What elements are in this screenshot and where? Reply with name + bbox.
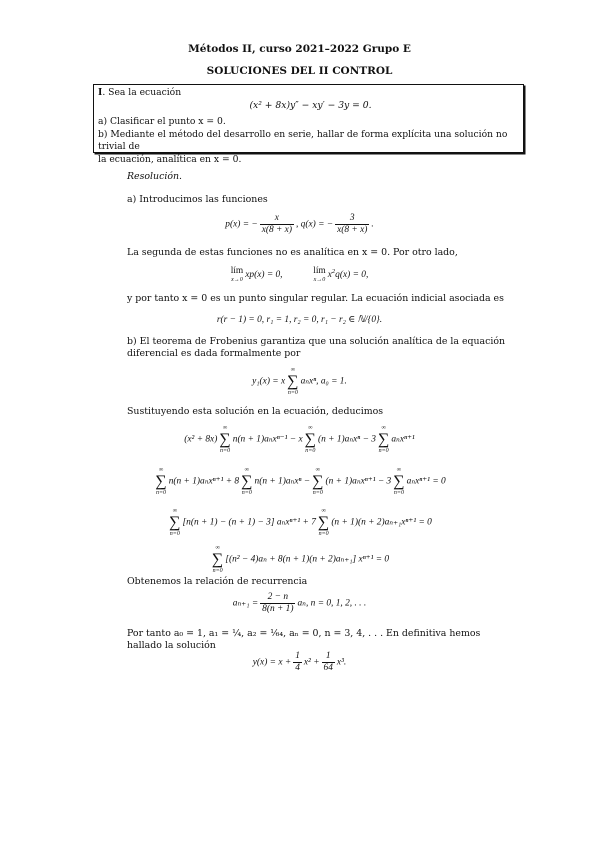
problem-part-a: a) Clasificar el punto x = 0. xyxy=(98,116,226,127)
eq2-part-b: n(n + 1)aₙxⁿ − xyxy=(254,476,311,487)
sum-top: ∞ xyxy=(290,367,295,373)
eq2-part-c: (n + 1)aₙxⁿ⁺¹ − 3 xyxy=(325,476,392,487)
sum-top: ∞ xyxy=(381,425,386,431)
series-solution-equation xyxy=(0,366,599,397)
sum-top: ∞ xyxy=(244,467,249,473)
series-lhs: y₁(x) = x xyxy=(252,376,286,387)
final-f1-den: 4 xyxy=(295,663,300,673)
sum-top: ∞ xyxy=(215,545,220,551)
eq4-part-a: [(n² − 4)aₙ + 8(n + 1)(n + 2)aₙ₊₁] xⁿ⁺¹ = 0 xyxy=(225,554,390,565)
summation-symbol: ∞ ∑ n=0 xyxy=(304,425,317,454)
final-end: x³. xyxy=(336,657,347,668)
limit-expression-2-post: q(x) = 0, xyxy=(335,270,369,281)
eq3-part-b: (n + 1)(n + 2)aₙ₊₁xⁿ⁺¹ = 0 xyxy=(331,517,432,528)
sum-bottom: n=0 xyxy=(169,531,180,537)
resolution-heading: Resolución. xyxy=(127,171,183,182)
final-fraction-1 xyxy=(293,651,302,674)
substitution-equation-1 xyxy=(0,424,599,455)
final-f1-num: 1 xyxy=(295,651,300,661)
final-lhs: y(x) = x + xyxy=(252,657,292,668)
sum-top: ∞ xyxy=(321,508,326,514)
summation-symbol: ∞ ∑ n=0 xyxy=(219,425,231,454)
rec-numerator: 2 − n xyxy=(260,592,295,604)
limit-sub-2: x→0 xyxy=(313,277,326,283)
sum-top: ∞ xyxy=(396,467,402,473)
sum-top: ∞ xyxy=(222,425,228,431)
sum-bottom: n=0 xyxy=(212,568,223,574)
course-title: Métodos II, curso 2021–2022 Grupo E xyxy=(188,43,411,55)
conclusion-line1: Por tanto a₀ = 1, a₁ = ¼, a₂ = ¹⁄₆₄, aₙ = 0, n = 3, 4, . . . En definitiva hemos xyxy=(127,628,481,639)
summation-symbol: ∞ ∑ n=0 xyxy=(393,467,405,496)
analytic-text: La segunda de estas funciones no es analítica en x = 0. Por otro lado, xyxy=(127,247,458,258)
summation-symbol: ∞ ∑ n=0 xyxy=(241,467,253,496)
sum-top: ∞ xyxy=(158,467,164,473)
eq1-part-a: (x² + 8x) xyxy=(184,434,218,445)
limit-word-1: lím xyxy=(230,266,244,276)
final-mid: x² + xyxy=(303,657,320,668)
problem-statement-box xyxy=(93,84,524,165)
final-solution-equation xyxy=(0,651,599,674)
p-function-lhs: p(x) = − xyxy=(225,219,258,230)
rec-lhs: aₙ₊₁ = xyxy=(232,598,259,609)
conclusion-line2: hallado la solución xyxy=(127,640,216,651)
sum-top: ∞ xyxy=(308,425,313,431)
limit-expression-1: xp(x) = 0, xyxy=(245,270,283,281)
sum-bottom: n=0 xyxy=(220,448,231,454)
recurrence-text: Obtenemos la relación de recurrencia xyxy=(127,576,308,587)
eq3-part-a: [n(n + 1) − (n + 1) − 3] aₙxⁿ⁺¹ + 7 xyxy=(182,517,316,528)
sum-bottom: n=0 xyxy=(318,531,329,537)
p-numerator: x xyxy=(260,213,294,225)
eq2-part-d: aₙxⁿ⁺¹ = 0 xyxy=(406,476,446,487)
sum-bottom: n=0 xyxy=(241,490,252,496)
eq1-part-d: aₙxⁿ⁺¹ xyxy=(391,434,415,445)
substitution-equation-4 xyxy=(0,544,599,575)
sum-bottom: n=0 xyxy=(305,448,316,454)
summation-symbol: ∞ ∑ n=0 xyxy=(211,545,224,574)
p-fraction xyxy=(260,213,294,236)
summation-symbol: ∞ ∑ n=0 xyxy=(312,467,324,496)
indicial-equation: r(r − 1) = 0, r₁ = 1, r₂ = 0, r₁ − r₂ ∈ ℕ/{0}. xyxy=(216,315,383,325)
summation-symbol: ∞ ∑ n=0 xyxy=(155,467,167,496)
summation-symbol: ∞ ∑ n=0 xyxy=(169,508,181,537)
sum-bottom: n=0 xyxy=(312,490,323,496)
eq2-part-a: n(n + 1)aₙxⁿ⁺¹ + 8 xyxy=(168,476,240,487)
limit-word-2: lím xyxy=(313,266,326,276)
q-numerator: 3 xyxy=(335,213,369,225)
q-function-lhs: , q(x) = − xyxy=(295,219,334,230)
q-denominator: x(8 + x) xyxy=(337,225,368,235)
problem-part-b-line1: b) Mediante el método del desarrollo en serie, hallar de forma explícita una solución no trivial de xyxy=(98,128,508,152)
rec-rhs: aₙ, n = 0, 1, 2, . . . xyxy=(297,598,367,609)
final-f2-num: 1 xyxy=(322,651,335,663)
q-end: . xyxy=(371,219,374,230)
sum-bottom: n=0 xyxy=(378,448,389,454)
problem-intro: . Sea la ecuación xyxy=(102,87,182,98)
frobenius-text-line2: diferencial es dada formalmente por xyxy=(127,348,301,359)
series-rhs: aₙxⁿ, a₀ = 1. xyxy=(300,376,347,387)
sum-bottom: n=0 xyxy=(155,490,167,496)
sum-top: ∞ xyxy=(172,508,177,514)
eq1-part-c: (n + 1)aₙxⁿ − 3 xyxy=(318,434,376,445)
q-fraction xyxy=(335,213,369,236)
sum-bottom: n=0 xyxy=(393,490,404,496)
part-a-intro: a) Introducimos las funciones xyxy=(127,194,268,205)
sum-top: ∞ xyxy=(315,467,320,473)
recurrence-equation xyxy=(0,592,599,615)
limits-equation xyxy=(0,266,599,284)
substitution-equation-3 xyxy=(0,507,599,538)
substitution-equation-2 xyxy=(0,466,599,497)
limit-operator-2 xyxy=(313,266,326,284)
document-subtitle: SOLUCIONES DEL II CONTROL xyxy=(206,65,393,77)
summation-symbol: ∞ ∑ n=0 xyxy=(317,508,330,537)
singular-text: y por tanto x = 0 es un punto singular regular. La ecuación indicial asociada es xyxy=(127,293,504,304)
problem-equation: (x² + 8x)y″ − xy′ − 3y = 0. xyxy=(249,99,372,111)
pq-functions-equation xyxy=(0,213,599,236)
final-f2-den: 64 xyxy=(323,663,333,673)
summation-symbol: ∞ ∑ n=0 xyxy=(287,367,299,396)
sum-bottom: n=0 xyxy=(287,390,298,396)
p-denominator: x(8 + x) xyxy=(261,225,292,235)
limit-operator-1 xyxy=(231,266,244,284)
problem-number: I xyxy=(98,87,103,98)
eq1-part-b: n(n + 1)aₙxⁿ⁻¹ − x xyxy=(232,434,303,445)
limit-expression-2-sup: 2 xyxy=(331,268,336,276)
rec-denominator: 8(n + 1) xyxy=(262,604,294,614)
substitute-text: Sustituyendo esta solución en la ecuación, deducimos xyxy=(127,406,384,417)
recurrence-fraction xyxy=(260,592,295,615)
frobenius-text-line1: b) El teorema de Frobenius garantiza que una solución analítica de la equación xyxy=(127,336,506,347)
summation-symbol: ∞ ∑ n=0 xyxy=(377,425,390,454)
final-fraction-2 xyxy=(322,651,335,674)
problem-part-b-line2: la ecuación, analítica en x = 0. xyxy=(98,153,242,165)
limit-expression-2-pre: x xyxy=(327,270,332,281)
limit-sub-1: x→0 xyxy=(231,277,243,283)
